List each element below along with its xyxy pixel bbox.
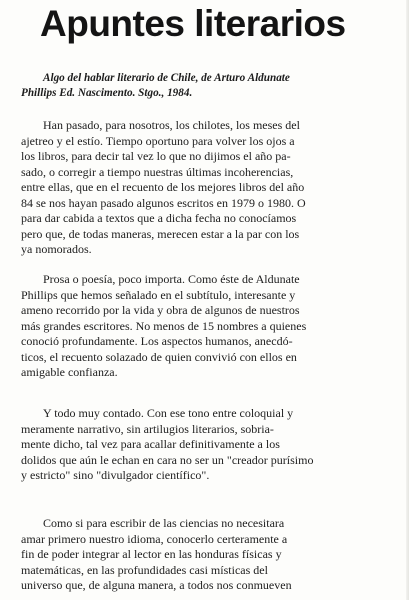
article-paragraph-1 (21, 118, 395, 258)
text-line: entre ellas, que en el recuento de los mejores libros del año (21, 180, 305, 194)
text-line: mente dicho, tal vez para acallar definitivamente a los (21, 437, 280, 451)
book-reference-line: Phillips Ed. Nascimento. Stgo., 1984. (21, 87, 193, 99)
text-line: Como si para escribir de las ciencias no necesitara (43, 516, 285, 530)
book-reference-line: Algo del hablar literario de Chile, de Arturo Aldunate (43, 72, 290, 84)
text-line: ameno recorrido por la vida y obra de algunos de nuestros (21, 303, 300, 317)
text-line: amigable confianza. (21, 365, 118, 379)
text-line: meramente narrativo, sin artilugios literarios, sobria- (21, 421, 274, 436)
text-line: Han pasado, para nosotros, los chilotes, los meses del (43, 118, 300, 132)
headline: Apuntes literarios (40, 3, 346, 44)
text-line: pero que, de todas maneras, merecen estar a la par con los (21, 226, 300, 241)
text-line: ajetreo y el estío. Tiempo oportuno para volver los ojos a (21, 133, 295, 148)
text-line: conoció profundamente. Los aspectos humanos, anecdó- (21, 334, 293, 348)
text-line: matemáticas, en las profundidades casi místicas del (21, 562, 268, 577)
text-line: dolidos que aún le echan en cara no ser un "creador purísimo (21, 452, 314, 467)
article-paragraph-2 (21, 272, 395, 381)
book-reference (21, 71, 393, 101)
article-paragraph-4 (21, 516, 395, 594)
article-paragraph-3 (21, 406, 395, 484)
text-line: y estricto" sino "divulgador científico". (21, 468, 210, 482)
text-line: Phillips que hemos señalado en el subtítulo, interesante y (21, 287, 296, 302)
text-line: Prosa o poesía, poco importa. Como éste de Aldunate (43, 272, 300, 286)
text-line: amar primero nuestro idioma, conocerlo certeramente a (21, 531, 288, 546)
text-line: para dar cabida a textos que a dicha fecha no conocíamos (21, 211, 297, 225)
text-line: los libros, para decir tal vez lo que no dijimos el año pa- (21, 149, 291, 163)
text-line: universo que, de alguna manera, a todos nos conmueven (21, 578, 292, 592)
text-line: 84 se nos hayan pasado algunos escritos en 1979 o 1980. O (21, 195, 306, 210)
text-line: ticos, el recuento solazado de quien convivió con ellos en (21, 349, 297, 364)
text-line: ya nomorados. (21, 242, 92, 256)
text-line: fin de poder integrar al lector en las honduras físicas y (21, 547, 282, 561)
text-line: sado, o corregir a tiempo nuestras últimas incoherencias, (21, 164, 294, 179)
text-line: Y todo muy contado. Con ese tono entre coloquial y (43, 406, 294, 420)
text-line: más grandes escritores. No menos de 15 nombres a quienes (21, 318, 307, 333)
